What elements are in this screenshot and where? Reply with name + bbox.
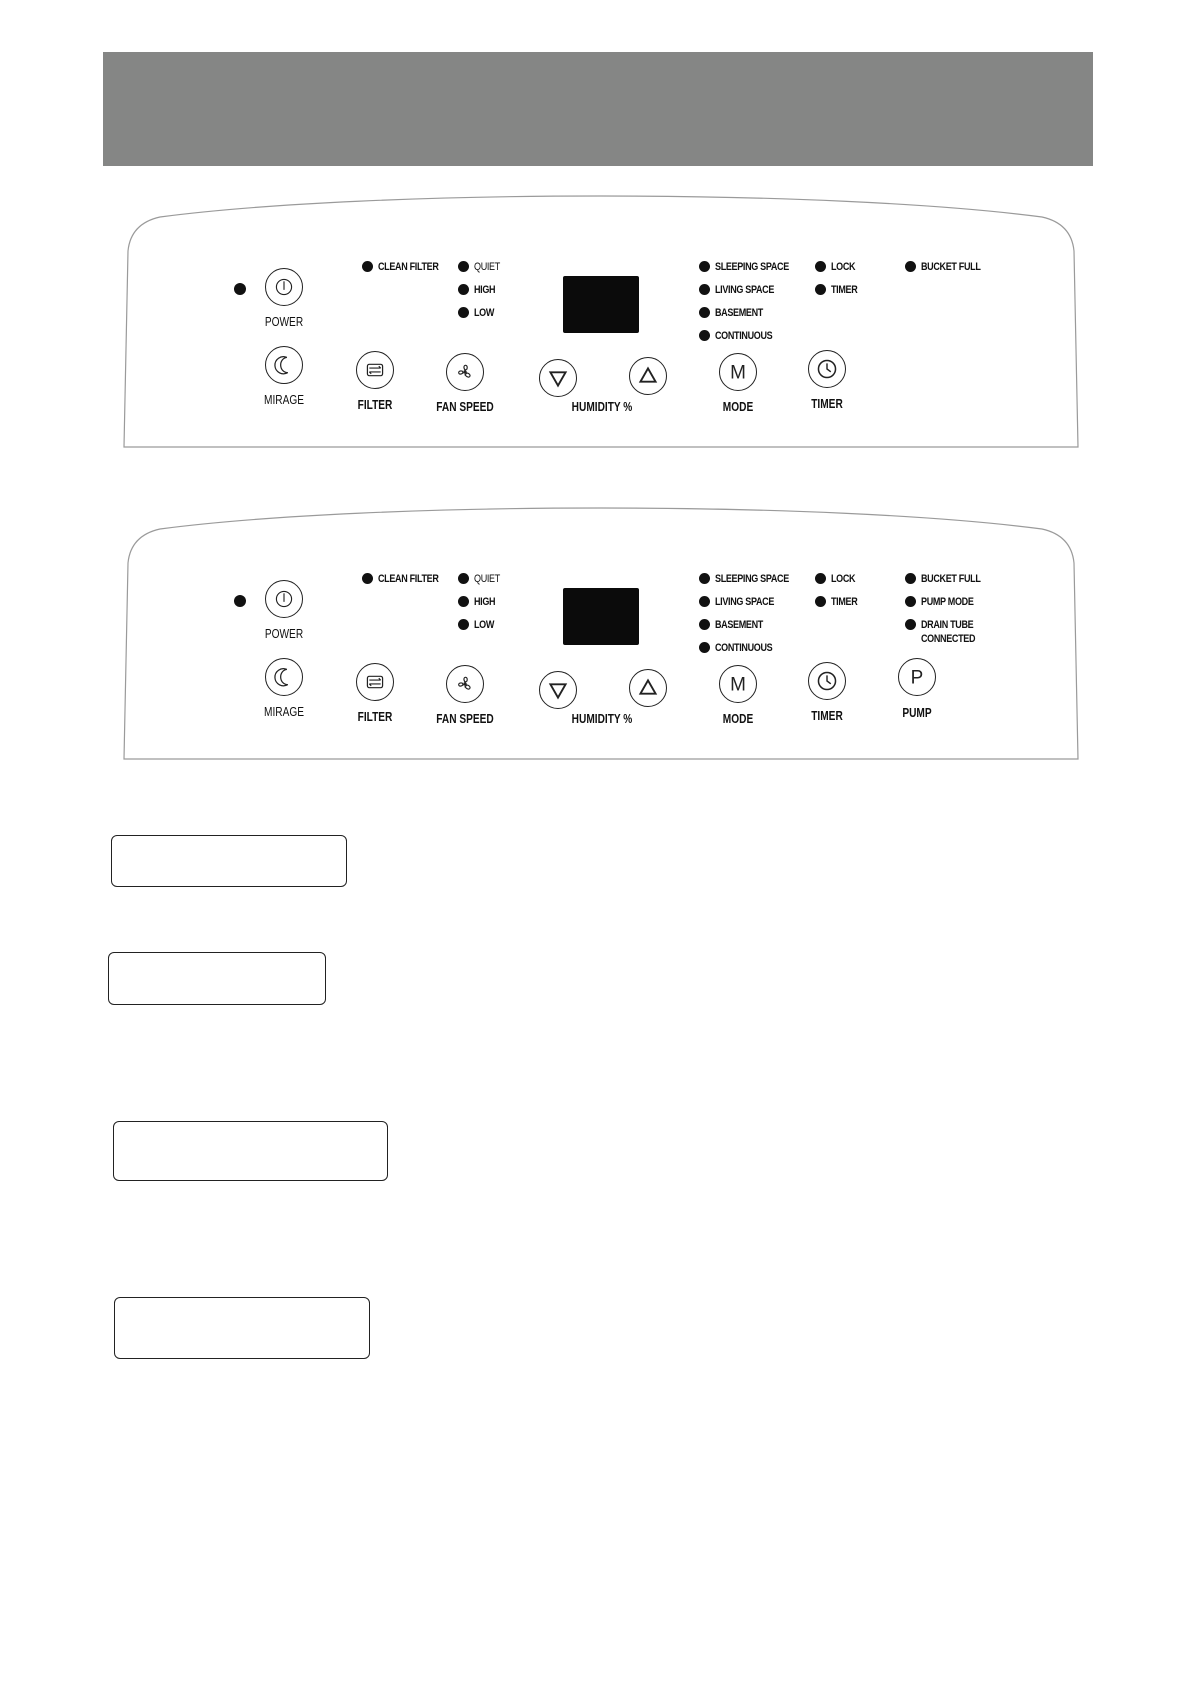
high-label: HIGH — [474, 284, 496, 296]
low-led — [458, 619, 469, 630]
filter-button[interactable] — [356, 351, 394, 389]
filter-label: FILTER — [357, 709, 393, 724]
lock-led — [815, 261, 826, 272]
control-panel-1 — [124, 193, 1078, 465]
bucket-full-led — [905, 573, 916, 584]
basement-label: BASEMENT — [715, 619, 763, 631]
filter-button[interactable] — [356, 663, 394, 701]
sleeping-space-led — [699, 573, 710, 584]
triangle-down-icon — [540, 360, 576, 396]
bucket-full-label: BUCKET FULL — [921, 261, 981, 273]
clean-filter-label: CLEAN FILTER — [378, 261, 439, 273]
fan-speed-label: FAN SPEED — [436, 399, 494, 414]
continuous-label: CONTINUOUS — [715, 330, 773, 342]
timer-label: TIMER — [811, 396, 843, 411]
drain-tube-connected-label: CONNECTED — [921, 633, 976, 645]
svg-text:M: M — [730, 674, 746, 696]
mirage-label: MIRAGE — [263, 392, 305, 407]
bucket-full-led — [905, 261, 916, 272]
low-label: LOW — [474, 307, 495, 319]
humidity-down-button[interactable] — [539, 671, 577, 709]
low-led — [458, 307, 469, 318]
power-label: POWER — [264, 314, 304, 329]
filter-icon — [357, 352, 393, 388]
pump-button[interactable] — [898, 658, 936, 696]
timer-led — [815, 596, 826, 607]
lock-label: LOCK — [831, 261, 856, 273]
humidity-label: HUMIDITY % — [571, 711, 633, 726]
svg-text:P: P — [910, 667, 924, 689]
mirage-label: MIRAGE — [263, 704, 305, 719]
humidity-label: HUMIDITY % — [571, 399, 633, 414]
triangle-up-icon — [630, 358, 666, 394]
high-label: HIGH — [474, 596, 496, 608]
moon-icon — [266, 347, 302, 383]
basement-led — [699, 619, 710, 630]
quiet-led — [458, 573, 469, 584]
drain-tube-led — [905, 619, 916, 630]
low-label: LOW — [474, 619, 495, 631]
svg-text:M: M — [730, 362, 746, 384]
moon-icon — [266, 659, 302, 695]
power-indicator-led — [234, 595, 246, 607]
pump-mode-label: PUMP MODE — [921, 596, 974, 608]
high-led — [458, 284, 469, 295]
basement-label: BASEMENT — [715, 307, 763, 319]
mirage-button[interactable] — [265, 346, 303, 384]
continuous-led — [699, 642, 710, 653]
humidity-up-button[interactable] — [629, 357, 667, 395]
fan-speed-label: FAN SPEED — [436, 711, 494, 726]
high-led — [458, 596, 469, 607]
living-space-led — [699, 596, 710, 607]
lock-led — [815, 573, 826, 584]
bucket-full-label: BUCKET FULL — [921, 573, 981, 585]
quiet-led — [458, 261, 469, 272]
triangle-up-icon — [630, 670, 666, 706]
clean-filter-led — [362, 261, 373, 272]
header-bar — [103, 52, 1093, 166]
humidity-display — [563, 588, 639, 645]
quiet-label: QUIET — [474, 261, 500, 273]
power-label: POWER — [264, 626, 304, 641]
power-button[interactable] — [265, 580, 303, 618]
humidity-up-button[interactable] — [629, 669, 667, 707]
humidity-display — [563, 276, 639, 333]
pump-label: PUMP — [902, 705, 932, 720]
fan-speed-button[interactable] — [446, 665, 484, 703]
mode-label: MODE — [722, 711, 754, 726]
empty-label-box-3 — [113, 1121, 388, 1181]
timer-label: TIMER — [811, 708, 843, 723]
m-letter-icon — [720, 354, 756, 390]
filter-icon — [357, 664, 393, 700]
mode-label: MODE — [722, 399, 754, 414]
control-panel-2 — [124, 505, 1078, 777]
fan-icon — [447, 666, 483, 702]
continuous-label: CONTINUOUS — [715, 642, 773, 654]
sleeping-space-label: SLEEPING SPACE — [715, 261, 789, 273]
timer-led-label: TIMER — [831, 596, 858, 608]
empty-label-box-1 — [111, 835, 347, 887]
empty-label-box-4 — [114, 1297, 370, 1359]
basement-led — [699, 307, 710, 318]
lock-label: LOCK — [831, 573, 856, 585]
clock-icon — [809, 663, 845, 699]
power-indicator-led — [234, 283, 246, 295]
pump-mode-led — [905, 596, 916, 607]
living-space-led — [699, 284, 710, 295]
continuous-led — [699, 330, 710, 341]
timer-button[interactable] — [808, 350, 846, 388]
quiet-label: QUIET — [474, 573, 500, 585]
timer-button[interactable] — [808, 662, 846, 700]
sleeping-space-led — [699, 261, 710, 272]
power-icon — [266, 269, 302, 305]
mirage-button[interactable] — [265, 658, 303, 696]
p-letter-icon — [899, 659, 935, 695]
clean-filter-label: CLEAN FILTER — [378, 573, 439, 585]
power-button[interactable] — [265, 268, 303, 306]
drain-tube-label: DRAIN TUBE — [921, 619, 974, 631]
filter-label: FILTER — [357, 397, 393, 412]
humidity-down-button[interactable] — [539, 359, 577, 397]
timer-led — [815, 284, 826, 295]
clean-filter-led — [362, 573, 373, 584]
fan-speed-button[interactable] — [446, 353, 484, 391]
timer-led-label: TIMER — [831, 284, 858, 296]
living-space-label: LIVING SPACE — [715, 284, 775, 296]
mode-button[interactable] — [719, 665, 757, 703]
clock-icon — [809, 351, 845, 387]
empty-label-box-2 — [108, 952, 326, 1005]
m-letter-icon — [720, 666, 756, 702]
living-space-label: LIVING SPACE — [715, 596, 775, 608]
triangle-down-icon — [540, 672, 576, 708]
power-icon — [266, 581, 302, 617]
sleeping-space-label: SLEEPING SPACE — [715, 573, 789, 585]
fan-icon — [447, 354, 483, 390]
mode-button[interactable] — [719, 353, 757, 391]
